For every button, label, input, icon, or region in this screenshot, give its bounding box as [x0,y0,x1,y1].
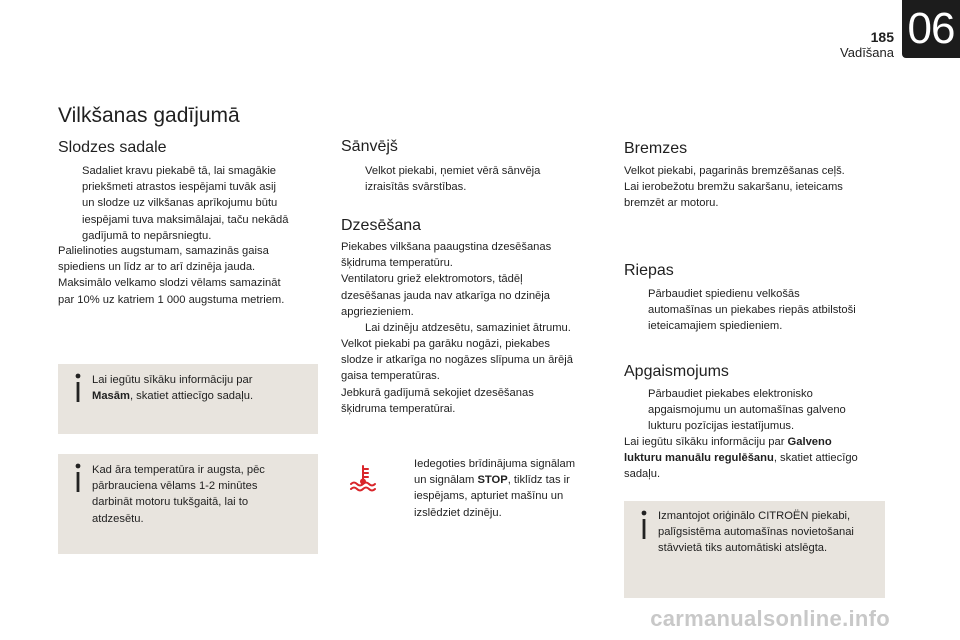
text-line: automašīnas un piekabes riepās atbilstoši [648,304,856,317]
note-text [92,372,307,404]
heading-load-distribution: Slodzes sadale [58,139,167,156]
note-masses [58,364,318,434]
paragraph-cooling [341,239,611,320]
paragraph-brakes [624,163,899,212]
text-span: , tiklīdz tas ir [507,474,570,487]
text-line: izslēdziet dzinēju. [414,506,502,519]
heading-brakes: Bremzes [624,140,688,157]
page-title: Vilkšanas gadījumā [58,104,240,127]
text-line: dzesēšanas jauda nav atkarīga no dzinēja [341,289,550,302]
text-span: un signālam [414,474,478,487]
text-line: Lai ierobežotu bremžu sakaršanu, ieteicams [624,181,843,194]
text-span: , skatiet attiecīgo sadaļu. [129,390,254,403]
text-line: Jebkurā gadījumā sekojiet dzesēšanas [341,386,534,399]
page-number: 185 [870,29,894,45]
text-line: priekšmeti atrastos iespējami tuvāk asij [82,181,276,194]
text-line: Lai dzinēju atdzesētu, samaziniet ātrumu. [365,322,571,334]
text-line: Kad āra temperatūra ir augsta, pēc [92,464,265,476]
text-line: sadaļu. [624,468,661,481]
text-span: , skatiet attiecīgo [773,452,858,465]
text-line: šķidruma temperatūrai. [341,402,456,415]
text-line [414,472,575,488]
bullet-reduce-speed [341,320,611,337]
note-text [658,508,880,557]
text-line: izraisītās svārstības. [365,181,467,194]
text-line: par 10% uz katriem 1 000 augstuma metriem. [58,293,285,306]
text-line: gadījumā to nepārsniegtu. [82,229,212,242]
paragraph-altitude [58,243,318,308]
heading-cooling: Dzesēšana [341,217,422,234]
text-line: ieteicamajiem spiedieniem. [648,320,783,333]
info-icon [70,372,86,404]
text-span: Lai iegūtu sīkāku informāciju par [624,436,788,448]
note-parking-assist [624,501,885,598]
heading-lighting: Apgaismojums [624,363,729,380]
text-line: spiediens un līdz ar to arī dzinēja jauda. [58,261,256,274]
bullet-crosswind [341,163,601,197]
heading-crosswind: Sānvējš [341,138,398,155]
text-line: stāvvietā tiks automātiski atslēgta. [658,542,828,555]
text-line: atdzesētu. [92,512,144,525]
bold-text: STOP [477,474,508,487]
note-text [92,462,307,527]
text-line: palīgsistēma automašīnas novietošanai [658,526,854,539]
text-line: Lai iegūtu sīkāku informāciju par [92,374,253,386]
text-line: Velkot piekabi pa garāku nogāzi, piekabes [341,338,550,350]
watermark: carmanualsonline.info [650,606,890,631]
text-line: iespējams, apturiet mašīnu un [414,490,564,503]
info-icon [70,462,86,494]
text-line: slodze ir atkarīga no nogāzes slīpuma un ārējā [341,354,573,367]
text-line: Velkot piekabi, pagarinās bremzēšanas ceļš. [624,165,845,177]
section-name: Vadīšana [840,45,894,60]
text-line [624,450,899,466]
bold-text: Masām [92,390,130,403]
text-line: gaisa temperatūras. [341,370,440,383]
text-line [624,434,899,450]
text-line: iespējami tuva maksimālajai, taču nekādā [82,213,289,226]
text-line: Sadaliet kravu piekabē tā, lai smagākie [82,165,277,177]
text-line: darbināt motoru tukšgaitā, lai to [92,496,249,509]
text-line: Izmantojot oriģinālo CITROËN piekabi, [658,510,851,522]
bullet-tyres [624,286,894,336]
text-line: un slodze uz vilkšanas aprīkojumu būtu [82,197,278,210]
text-line: Ventilatoru griež elektromotors, tādēļ [341,273,523,286]
text-line: Pārbaudiet piekabes elektronisko [648,388,813,400]
text-line: apgaismojumu un automašīnas galveno [648,404,846,417]
bold-text: Galveno [787,436,832,448]
text-line: apgriezieniem. [341,305,414,318]
text-line: pārbrauciena vēlams 1-2 minūtes [92,480,258,493]
text-line: Piekabes vilkšana paaugstina dzesēšanas [341,241,552,253]
bullet-lighting [624,386,894,436]
text-line: Maksimālo velkamo slodzi vēlams samazināt [58,277,281,290]
text-line: Pārbaudiet spiedienu velkošās [648,288,800,300]
text-line [92,388,307,404]
bullet-load-distribution [58,163,318,245]
heading-tyres: Riepas [624,262,674,279]
paragraph-slope [341,336,616,417]
paragraph-headlamp-adjust [624,434,899,483]
text-line: bremzēt ar motoru. [624,197,719,210]
coolant-temperature-warning-icon [348,462,378,492]
bold-text: lukturu manuālu regulēšanu [624,452,774,465]
text-line: šķidruma temperatūru. [341,257,453,270]
text-line: lukturu pozīcijas iestatījumus. [648,420,795,433]
text-line: Iedegoties brīdinājuma signālam [414,458,576,470]
text-line: Palielinoties augstumam, samazinās gaisa [58,245,269,257]
info-icon [636,509,652,541]
note-engine-cooling [58,454,318,554]
bullet-warning-stop [390,456,610,522]
text-line: Velkot piekabi, ņemiet vērā sānvēja [365,165,541,177]
chapter-tab: 06 [902,0,960,58]
